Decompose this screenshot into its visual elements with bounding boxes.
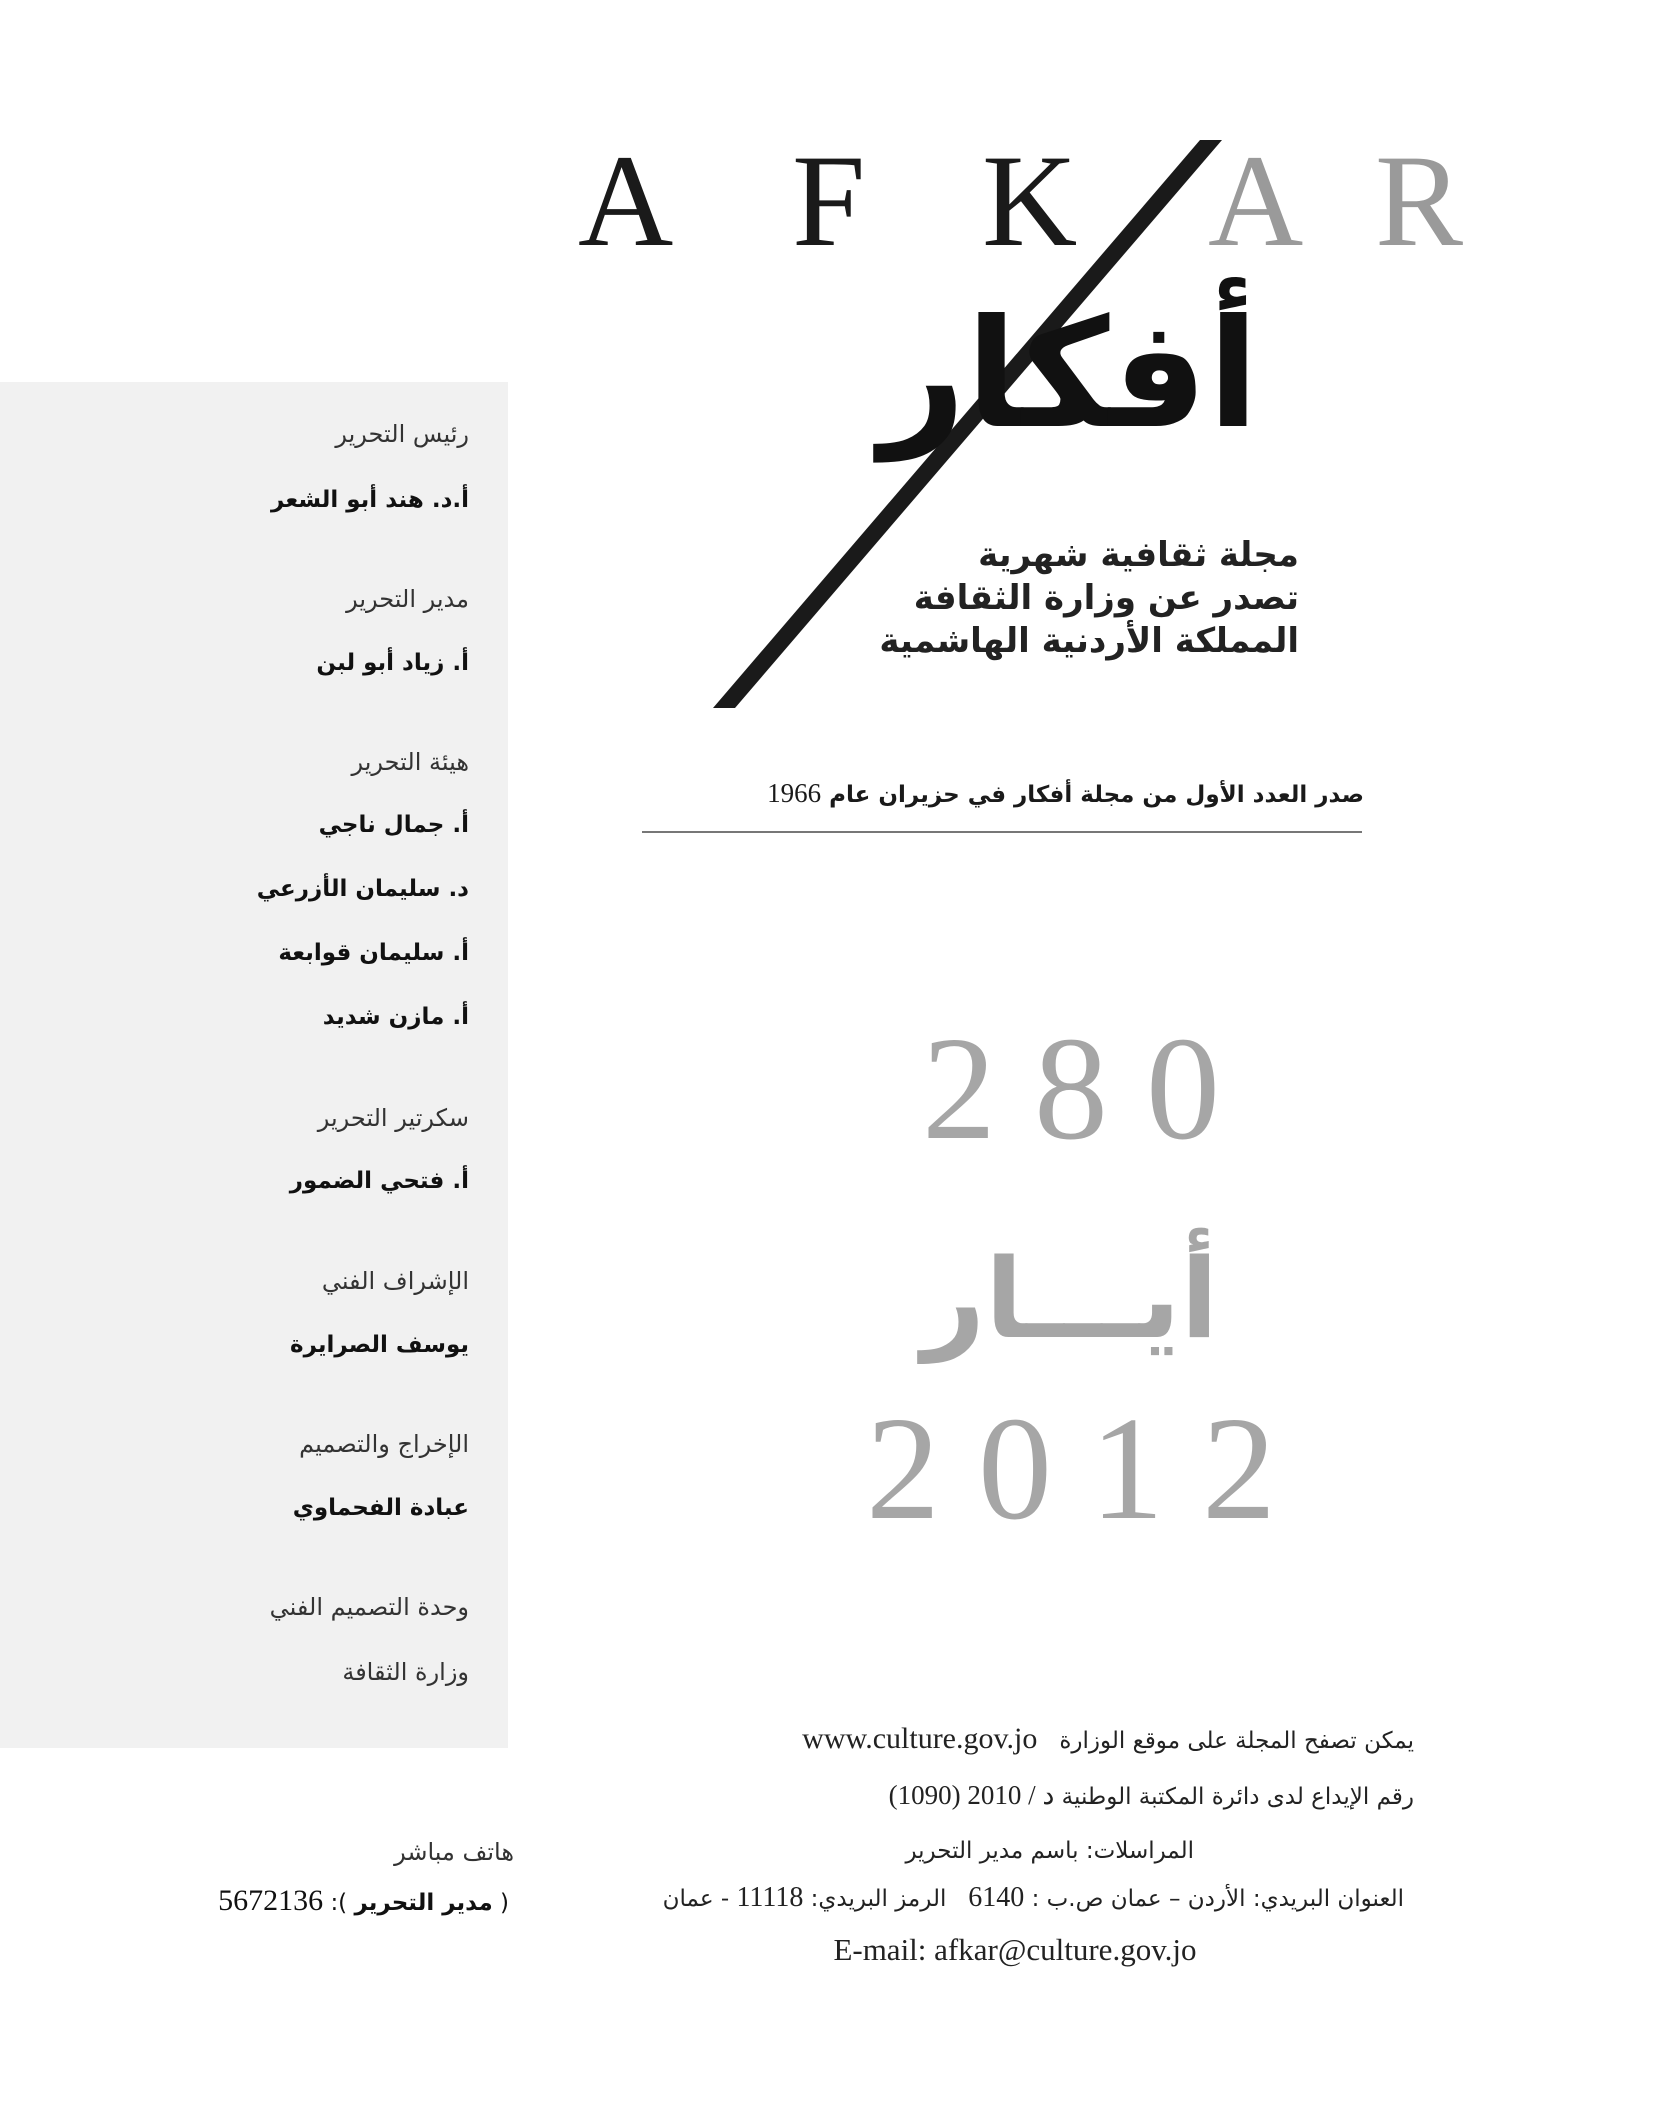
correspondence-line: المراسلات: باسم مدير التحرير <box>905 1838 1194 1864</box>
deposit-line <box>889 1780 1414 1811</box>
issue-year: 2012 <box>866 1387 1314 1551</box>
credit-role-ministry: وزارة الثقافة <box>342 1658 469 1686</box>
masthead-letter-f: F <box>792 127 866 274</box>
credit-name-layout-design: عبادة الفحماوي <box>292 1495 469 1521</box>
issue-number: 280 <box>922 1007 1258 1171</box>
first-issue-year: 1966 <box>767 778 822 808</box>
phone-label: هاتف مباشر <box>394 1838 514 1866</box>
credit-name-secretary: أ. فتحي الضمور <box>289 1168 469 1194</box>
credit-name-board-3: أ. سليمان قوابعة <box>278 940 469 966</box>
credit-role-layout-design: الإخراج والتصميم <box>299 1430 469 1458</box>
masthead-letter-a2: A <box>1208 127 1304 274</box>
credit-name-editor-in-chief: أ.د. هند أبو الشعر <box>271 487 469 513</box>
tagline-line-1: مجلة ثقافية شهرية <box>978 535 1299 575</box>
tagline-line-3: المملكة الأردنية الهاشمية <box>879 621 1299 661</box>
credit-role-managing-editor: مدير التحرير <box>346 585 469 613</box>
first-issue-note <box>644 778 1364 809</box>
first-issue-text: صدر العدد الأول من مجلة أفكار في حزيران عام <box>829 782 1364 808</box>
deposit-text: رقم الإيداع لدى دائرة المكتبة الوطنية <box>1061 1784 1414 1810</box>
masthead-letter-r: R <box>1375 127 1464 274</box>
tagline-line-2: تصدر عن وزارة الثقافة <box>913 578 1299 618</box>
credit-name-art-supervision: يوسف الصرايرة <box>290 1332 469 1358</box>
credit-role-design-unit: وحدة التصميم الفني <box>269 1593 469 1621</box>
postal-label: الرمز البريدي: <box>810 1886 947 1912</box>
website-text: يمكن تصفح المجلة على موقع الوزارة <box>1059 1728 1414 1754</box>
phone-number: 5672136 <box>218 1884 324 1917</box>
phone-line: ( مدير التحرير ): 5672136 <box>218 1884 509 1917</box>
credit-role-secretary: سكرتير التحرير <box>317 1104 469 1132</box>
credit-name-board-1: أ. جمال ناجي <box>318 812 469 838</box>
credit-role-art-supervision: الإشراف الفني <box>321 1267 469 1295</box>
website-line <box>802 1722 1414 1756</box>
credit-name-board-4: أ. مازن شديد <box>322 1004 469 1030</box>
deposit-number: (1090) 2010 / د <box>888 1780 1055 1810</box>
issue-month: أيـــار <box>921 1235 1219 1363</box>
city-suffix: - عمان <box>662 1886 730 1912</box>
credit-name-managing-editor: أ. زياد أبو لبن <box>316 650 469 676</box>
phone-who: مدير التحرير <box>354 1890 493 1916</box>
masthead-letter-k: K <box>982 127 1078 274</box>
postal-code: 11118 <box>736 1882 804 1913</box>
divider-rule <box>642 831 1362 833</box>
website-link[interactable]: www.culture.gov.jo <box>802 1722 1038 1755</box>
credit-role-editorial-board: هيئة التحرير <box>351 748 469 776</box>
credit-role-editor-in-chief: رئيس التحرير <box>335 420 469 448</box>
masthead-letter-a1: A <box>578 127 674 274</box>
po-box: 6140 <box>968 1882 1025 1913</box>
address-prefix: العنوان البريدي: الأردن – عمان ص.ب : <box>1031 1886 1404 1912</box>
email-line[interactable]: E-mail: afkar@culture.gov.jo <box>833 1932 1197 1967</box>
credit-name-board-2: د. سليمان الأزرعي <box>256 876 469 902</box>
logo-arabic: أفكار <box>879 288 1259 462</box>
address-line <box>663 1882 1404 1914</box>
